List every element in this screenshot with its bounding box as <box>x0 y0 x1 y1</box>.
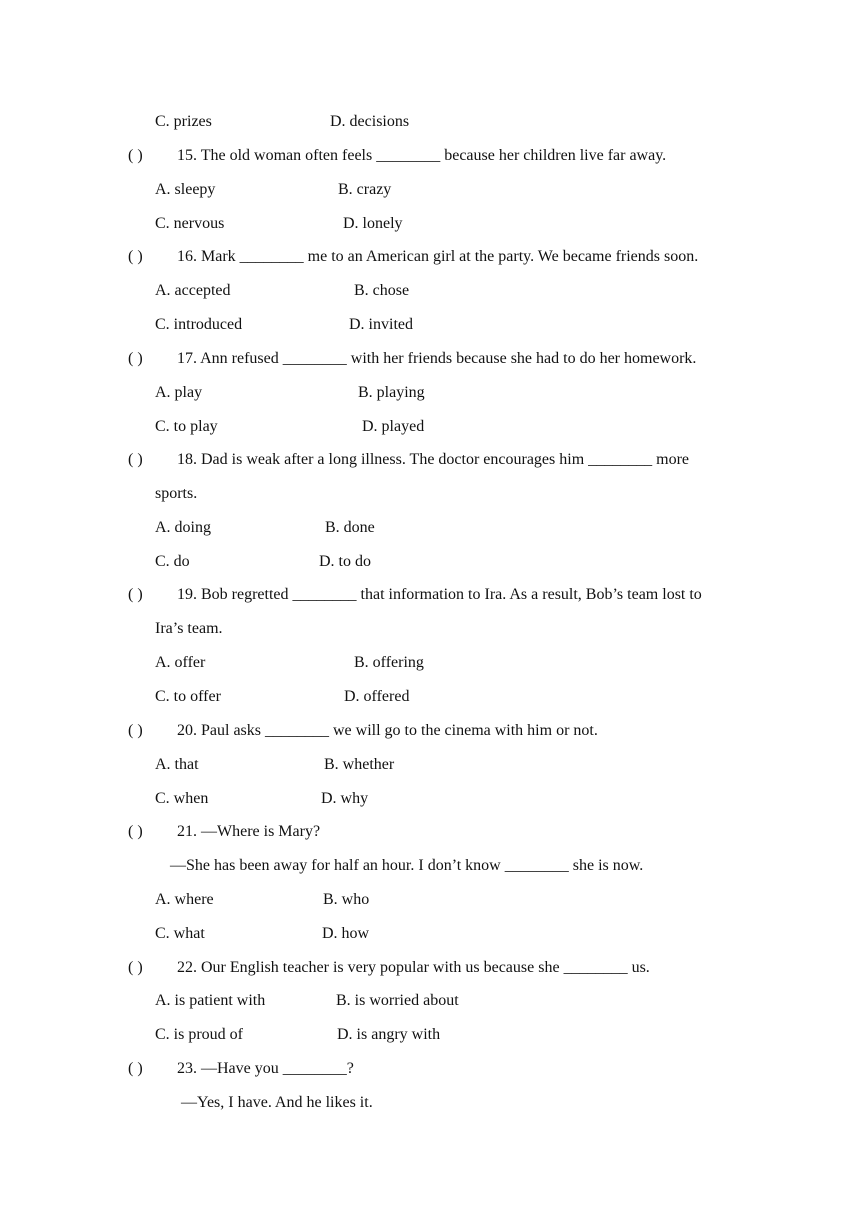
q19-stem-continued: Ira’s team. <box>155 620 223 637</box>
q14-option-c: C. prizes <box>155 113 212 130</box>
q23-stem-continued: —Yes, I have. And he likes it. <box>181 1094 373 1111</box>
q21-stem-continued: —She has been away for half an hour. I don’t know ________ she is now. <box>170 857 644 874</box>
q19-option-c: C. to offer <box>155 688 221 705</box>
q17-option-d: D. played <box>362 418 425 435</box>
q23-answer-blank: ( ) <box>128 1060 143 1077</box>
q23-stem: 23. —Have you ________? <box>177 1060 354 1077</box>
q19-option-d: D. offered <box>344 688 410 705</box>
q18-option-a: A. doing <box>155 519 211 536</box>
q22-option-d: D. is angry with <box>337 1026 441 1043</box>
q18-option-b: B. done <box>325 519 375 536</box>
q15-answer-blank: ( ) <box>128 147 143 164</box>
q20-option-b: B. whether <box>324 756 395 773</box>
q16-option-c: C. introduced <box>155 316 243 333</box>
q22-option-b: B. is worried about <box>336 992 459 1009</box>
q16-option-a: A. accepted <box>155 282 231 299</box>
q19-option-b: B. offering <box>354 654 424 671</box>
q22-answer-blank: ( ) <box>128 959 143 976</box>
q17-answer-blank: ( ) <box>128 350 143 367</box>
q20-stem: 20. Paul asks ________ we will go to the cinema with him or not. <box>177 722 598 739</box>
q21-answer-blank: ( ) <box>128 823 143 840</box>
q22-stem: 22. Our English teacher is very popular with us because she ________ us. <box>177 959 650 976</box>
q16-stem: 16. Mark ________ me to an American girl at the party. We became friends soon. <box>177 248 699 265</box>
q21-option-a: A. where <box>155 891 214 908</box>
q15-option-a: A. sleepy <box>155 181 216 198</box>
q20-answer-blank: ( ) <box>128 722 143 739</box>
q18-option-c: C. do <box>155 553 190 570</box>
q14-option-d: D. decisions <box>330 113 410 130</box>
q21-option-b: B. who <box>323 891 370 908</box>
q17-stem: 17. Ann refused ________ with her friends because she had to do her homework. <box>177 350 697 367</box>
q17-option-a: A. play <box>155 384 203 401</box>
q17-option-b: B. playing <box>358 384 425 401</box>
q17-option-c: C. to play <box>155 418 218 435</box>
q19-option-a: A. offer <box>155 654 206 671</box>
q21-stem: 21. —Where is Mary? <box>177 823 321 840</box>
q19-stem: 19. Bob regretted ________ that information to Ira. As a result, Bob’s team lost to <box>177 586 702 603</box>
q19-answer-blank: ( ) <box>128 586 143 603</box>
q15-option-d: D. lonely <box>343 215 403 232</box>
q21-option-d: D. how <box>322 925 370 942</box>
q20-option-a: A. that <box>155 756 199 773</box>
q18-stem: 18. Dad is weak after a long illness. The doctor encourages him ________ more <box>177 451 690 468</box>
q16-option-d: D. invited <box>349 316 413 333</box>
q20-option-d: D. why <box>321 790 369 807</box>
q16-option-b: B. chose <box>354 282 410 299</box>
q21-option-c: C. what <box>155 925 205 942</box>
q15-option-c: C. nervous <box>155 215 225 232</box>
q18-option-d: D. to do <box>319 553 371 570</box>
q18-stem-continued: sports. <box>155 485 198 502</box>
q22-option-a: A. is patient with <box>155 992 266 1009</box>
q22-option-c: C. is proud of <box>155 1026 243 1043</box>
q15-stem: 15. The old woman often feels ________ because her children live far away. <box>177 147 667 164</box>
q20-option-c: C. when <box>155 790 209 807</box>
q15-option-b: B. crazy <box>338 181 392 198</box>
q18-answer-blank: ( ) <box>128 451 143 468</box>
q16-answer-blank: ( ) <box>128 248 143 265</box>
